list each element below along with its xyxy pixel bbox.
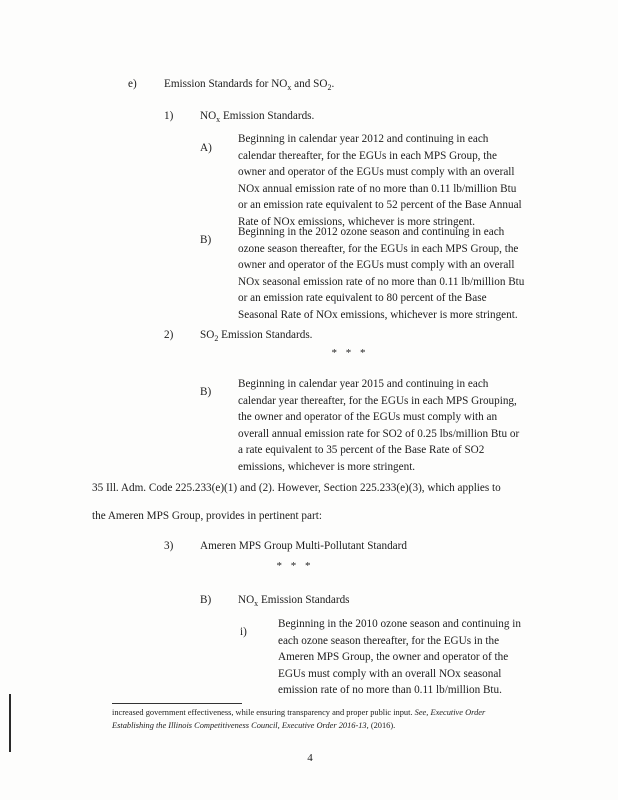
item-3-title: Ameren MPS Group Multi-Pollutant Standard [200,540,407,552]
footnote-text: increased government effectiveness, while ensuring transparency and proper public input. [112,708,415,717]
item-1A-label: A) [200,142,212,154]
item-3B-title: $NO_x$ Emission Standards [238,594,350,609]
page-number: 4 [307,752,313,764]
item-1B-label: B) [200,234,212,246]
footnote [112,707,485,732]
footnote-see: See, [414,708,431,717]
paragraph-line: NOx annual emission rate of no more than 0.11 lb/million Btu [238,182,517,195]
section-e-label: e) [128,78,137,90]
item-2B-paragraph [238,376,519,476]
paragraph-line: ozone season thereafter, for the EGUs in each MPS Group, the [238,242,519,255]
item-1-label: 1) [164,110,174,122]
paragraph-line: Beginning in the 2012 ozone season and continuing in each [238,226,505,238]
paragraph-line: or an emission rate equivalent to 80 percent of the Base [238,292,487,305]
paragraph-line: the owner and operator of the EGUs must comply with an [238,411,498,424]
item-3B-label: B) [200,594,212,606]
paragraph-line: emissions, whichever is more stringent. [238,460,416,473]
section-e-title: Emission Standards for $NO_x$ and $SO_2$. [164,78,335,93]
item-3-label: 3) [164,540,174,552]
paragraph-line: calendar thereafter, for the EGUs in each MPS Group, the [238,149,497,162]
item-1A-paragraph [238,131,522,231]
footnote-citation: Executive Order [430,708,486,717]
ellipsis-stars: * * * [331,347,369,359]
paragraph-line: owner and operator of the EGUs must comply with an overall [238,259,515,272]
body-text-line: 35 Ill. Adm. Code 225.233(e)(1) and (2). However, Section 225.233(e)(3), which applies to [92,482,501,494]
item-3Bi-paragraph [278,616,521,699]
footnote-divider [112,703,242,704]
item-1-title: $NO_x$ Emission Standards. [200,110,315,125]
item-2B-label: B) [200,386,212,398]
body-text-line: the Ameren MPS Group, provides in pertinent part: [92,510,322,522]
footnote-text: , (2016). [366,720,396,730]
paragraph-line: Ameren MPS Group, the owner and operator of the [278,651,509,664]
item-1B-paragraph [238,224,524,324]
margin-bar [9,694,11,752]
paragraph-line: EGUs must comply with an overall NOx seasonal [278,667,502,680]
footnote-citation: Establishing the Illinois Competitiveness Council, Executive Order 2016-13 [112,720,367,730]
paragraph-line: owner and operator of the EGUs must comply with an overall [238,166,515,179]
paragraph-line: Beginning in calendar year 2012 and continuing in each [238,133,489,145]
paragraph-line: Rate of NOx emissions, whichever is more stringent. [238,215,476,228]
paragraph-line: a rate equivalent to 35 percent of the Base Rate of SO2 [238,444,485,457]
paragraph-line: NOx seasonal emission rate of no more than 0.11 lb/million Btu [238,275,525,288]
item-2-label: 2) [164,329,174,341]
paragraph-line: each ozone season thereafter, for the EGUs in the [278,634,500,647]
paragraph-line: emission rate of no more than 0.11 lb/million Btu. [278,684,502,697]
paragraph-line: overall annual emission rate for SO2 of 0.25 lbs/million Btu or [238,427,520,440]
item-3Bi-label: i) [240,626,247,638]
paragraph-line: Beginning in calendar year 2015 and continuing in each [238,378,489,390]
item-2-title: $SO_2$ Emission Standards. [200,329,313,344]
paragraph-line: calendar year thereafter, for the EGUs in each MPS Grouping, [238,394,517,407]
ellipsis-stars: * * * [276,560,314,572]
paragraph-line: Seasonal Rate of NOx emissions, whichever is more stringent. [238,308,518,321]
paragraph-line: or an emission rate equivalent to 52 percent of the Base Annual [238,199,522,212]
paragraph-line: Beginning in the 2010 ozone season and continuing in [278,618,521,630]
